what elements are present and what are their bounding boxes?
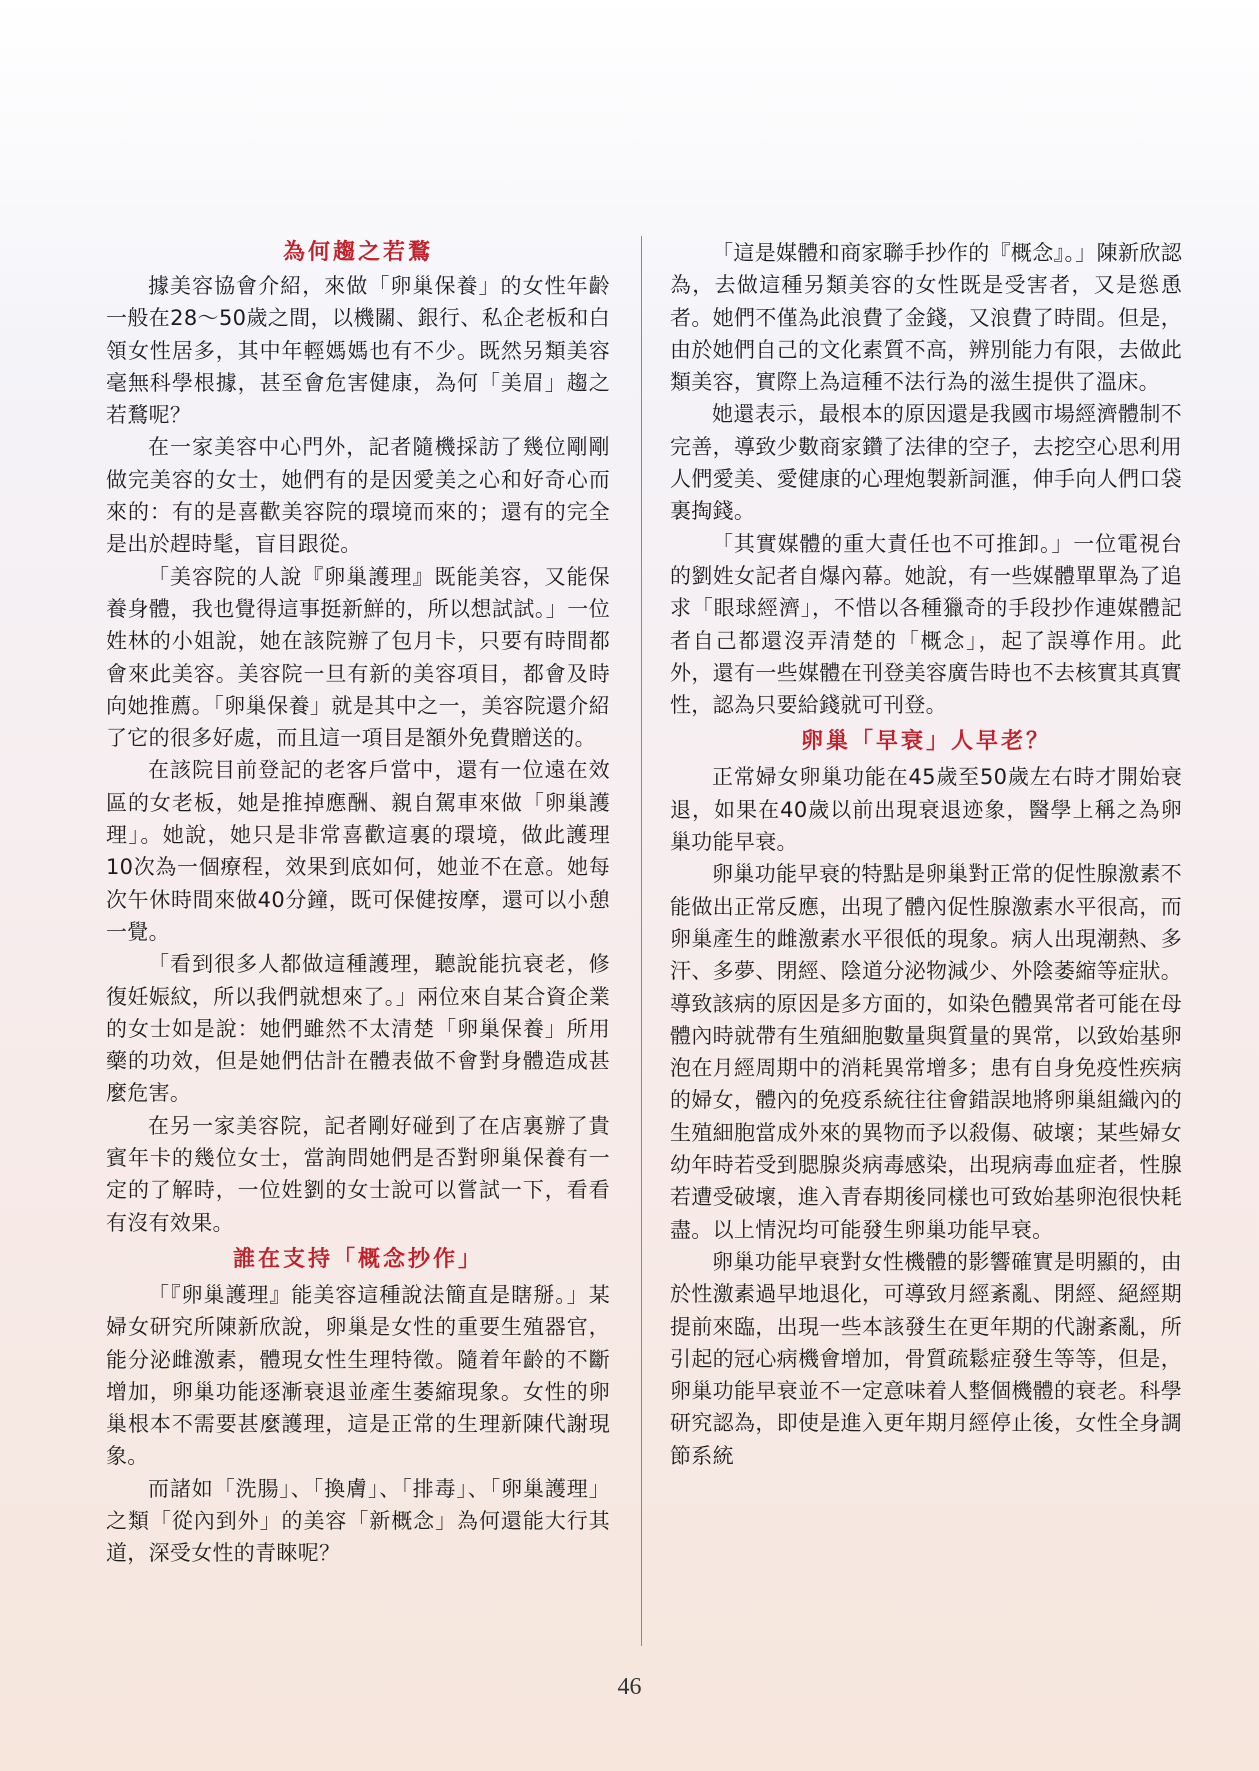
paragraph: 卵巢功能早衰對女性機體的影響確實是明顯的，由於性激素過早地退化，可導致月經紊亂、閉經、絕經期提前來臨，出現一些本該發生在更年期的代謝紊亂，所引起的冠心病機會增加，骨質疏鬆症發生等等，但是，卵巢功能早衰並不一定意味着人整個機體的衰老。科學研究認為，即使是進入更年期月經停止後，女性全身調節系統 — [670, 1249, 1182, 1468]
section-heading-why-popular: 為何趨之若鶩 — [282, 239, 433, 265]
right-column — [670, 237, 1182, 1472]
paragraph: 在一家美容中心門外，記者隨機採訪了幾位剛剛做完美容的女士，她們有的是因愛美之心和好奇心而來的：有的是喜歡美容院的環境而來的；還有的完全是出於趕時髦，盲目跟從。 — [106, 435, 610, 557]
column-divider — [641, 236, 642, 1646]
left-column — [106, 236, 610, 1570]
paragraph: 「『卵巢護理』能美容這種說法簡直是瞎掰。」某婦女研究所陳新欣說，卵巢是女性的重要生殖器官，能分泌雌激素，體現女性生理特徵。隨着年齡的不斷增加，卵巢功能逐漸衰退並產生萎縮現象。女性的卵巢根本不需要甚麼護理，這是正常的生理新陳代謝現象。 — [106, 1282, 610, 1469]
paragraph: 「美容院的人說『卵巢護理』既能美容，又能保養身體，我也覺得這事挺新鮮的，所以想試試。」一位姓林的小姐說，她在該院辦了包月卡，只要有時間都會來此美容。美容院一旦有新的美容項目，都會及時向她推薦。「卵巢保養」就是其中之一，美容院還介紹了它的很多好處，而且這一項目是額外免費贈送的。 — [106, 564, 610, 751]
paragraph: 「看到很多人都做這種護理，聽說能抗衰老，修復妊娠紋，所以我們就想來了。」兩位來自某合資企業的女士如是說：她們雖然不太清楚「卵巢保養」所用藥的功效，但是她們估計在體表做不會對身體造成甚麼危害。 — [106, 952, 610, 1106]
paragraph: 在另一家美容院，記者剛好碰到了在店裏辦了貴賓年卡的幾位女士，當詢問她們是否對卵巢保養有一定的了解時，一位姓劉的女士說可以嘗試一下，看看有沒有效果。 — [106, 1113, 610, 1235]
paragraph: 她還表示，最根本的原因還是我國市場經濟體制不完善，導致少數商家鑽了法律的空子，去挖空心思利用人們愛美、愛健康的心理炮製新詞滙，伸手向人們口袋裏掏錢。 — [670, 402, 1182, 524]
paragraph: 據美容協會介紹，來做「卵巢保養」的女性年齡一般在28～50歲之間，以機關、銀行、私企老板和白領女性居多，其中年輕媽媽也有不少。既然另類美容毫無科學根據，甚至會危害健康，為何「美眉」趨之若鶩呢？ — [106, 274, 610, 428]
section-heading-ovarian-failure: 卵巢「早衰」人早老？ — [800, 728, 1051, 755]
paragraph: 而諸如「洗腸」、「換膚」、「排毒」、「卵巢護理」之類「從內到外」的美容「新概念」為何還能大行其道，深受女性的青睞呢？ — [106, 1476, 610, 1566]
paragraph: 「其實媒體的重大責任也不可推卸。」一位電視台的劉姓女記者自爆內幕。她說，有一些媒體單單為了追求「眼球經濟」，不惜以各種獵奇的手段抄作連媒體記者自己都還沒弄清楚的「概念」，起了誤導作用。此外，還有一些媒體在刊登美容廣告時也不去核實其真實性，認為只要給錢就可刊登。 — [670, 531, 1182, 718]
page-number: 46 — [617, 1674, 642, 1700]
section-heading-who-supports: 誰在支持「概念抄作」 — [232, 1245, 483, 1272]
paragraph: 「這是媒體和商家聯手抄作的『概念』。」陳新欣認為，去做這種另類美容的女性既是受害者，又是慫恿者。她們不僅為此浪費了金錢，又浪費了時間。但是，由於她們自己的文化素質不高，辨別能力有限，去做此類美容，實際上為這種不法行為的滋生提供了溫床。 — [670, 241, 1182, 395]
paragraph: 在該院目前登記的老客戶當中，還有一位遠在效區的女老板，她是推掉應酬、親自駕車來做「卵巢護理」。她說，她只是非常喜歡這裏的環境，做此護理10次為一個療程，效果到底如何，她並不在意。她每次午休時間來做40分鐘，既可保健按摩，還可以小憩一覺。 — [106, 758, 610, 944]
paragraph: 正常婦女卵巢功能在45歲至50歲左右時才開始衰退，如果在40歲以前出現衰退迹象，醫學上稱之為卵巢功能早衰。 — [670, 765, 1182, 855]
paragraph: 卵巢功能早衰的特點是卵巢對正常的促性腺激素不能做出正常反應，出現了體內促性腺激素水平很高，而卵巢產生的雌激素水平很低的現象。病人出現潮熱、多汗、多夢、閉經、陰道分泌物減少、外陰萎縮等症狀。導致該病的原因是多方面的，如染色體異常者可能在母體內時就帶有生殖細胞數量與質量的異常，以致始基卵泡在月經周期中的消耗異常增多；患有自身免疫性疾病的婦女，體內的免疫系統往往會錯誤地將卵巢組織內的生殖細胞當成外來的異物而予以殺傷、破壞；某些婦女幼年時若受到腮腺炎病毒感染，出現病毒血症者，性腺若遭受破壞，進入青春期後同樣也可致始基卵泡很快耗盡。以上情況均可能發生卵巢功能早衰。 — [670, 862, 1182, 1242]
